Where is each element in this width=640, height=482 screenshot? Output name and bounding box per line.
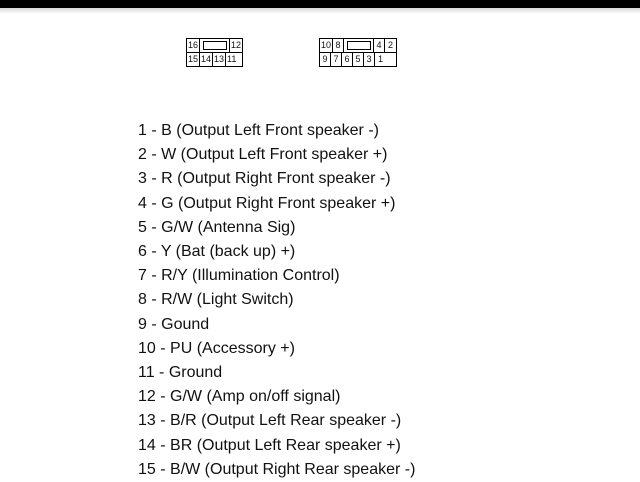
pin-15-description: 15 - B/W (Output Right Rear speaker -) xyxy=(138,460,416,478)
pin-9-description: 9 - Gound xyxy=(138,315,210,333)
pin-13-description: 13 - B/R (Output Left Rear speaker -) xyxy=(138,412,402,430)
pin-label: 13 xyxy=(214,54,225,64)
connector-left-top-row xyxy=(187,39,242,52)
pin-label: 5 xyxy=(353,53,364,66)
connector-right-bottom-row xyxy=(320,52,396,66)
pin-label: 3 xyxy=(364,53,375,66)
pin-12-description: 12 - G/W (Amp on/off signal) xyxy=(138,388,341,406)
connector-left-bottom-row xyxy=(187,52,242,66)
pinout-list xyxy=(138,119,415,482)
pin-label: 4 xyxy=(374,39,385,52)
pin-5-description: 5 - G/W (Antenna Sig) xyxy=(138,218,296,236)
pin-label: 7 xyxy=(331,53,342,66)
pin-label: 16 xyxy=(188,40,199,50)
pin-label: 1 xyxy=(377,54,383,64)
pin-3-description: 3 - R (Output Right Front speaker -) xyxy=(138,170,391,188)
pin-label: 10 xyxy=(321,40,332,50)
connector-left-diagram xyxy=(186,38,243,67)
pin-label: 8 xyxy=(333,39,344,52)
pin-7-description: 7 - R/Y (Illumination Control) xyxy=(138,267,340,285)
pin-label: 12 xyxy=(231,40,242,50)
pin-label: 9 xyxy=(320,53,331,66)
pin-4-description: 4 - G (Output Right Front speaker +) xyxy=(138,194,396,212)
pin-1-description: 1 - B (Output Left Front speaker -) xyxy=(138,122,379,139)
pin-label: 6 xyxy=(342,53,353,66)
pin-label: 15 xyxy=(188,54,199,64)
connector-right-diagram xyxy=(319,38,397,67)
pin-2-description: 2 - W (Output Left Front speaker +) xyxy=(138,146,388,164)
connector-key xyxy=(200,39,230,52)
pin-11-description: 11 - Ground xyxy=(138,364,223,382)
pin-10-description: 10 - PU (Accessory +) xyxy=(138,339,295,357)
pin-8-description: 8 - R/W (Light Switch) xyxy=(138,291,294,309)
pin-14-description: 14 - BR (Output Left Rear speaker +) xyxy=(138,436,401,454)
top-border-line xyxy=(0,0,640,8)
pin-label: 11 xyxy=(227,54,237,64)
pin-label: 14 xyxy=(201,54,212,64)
pin-label: 2 xyxy=(388,40,394,50)
connector-key xyxy=(344,39,374,52)
pin-6-description: 6 - Y (Bat (back up) +) xyxy=(138,243,296,261)
connector-right-top-row xyxy=(320,39,396,52)
